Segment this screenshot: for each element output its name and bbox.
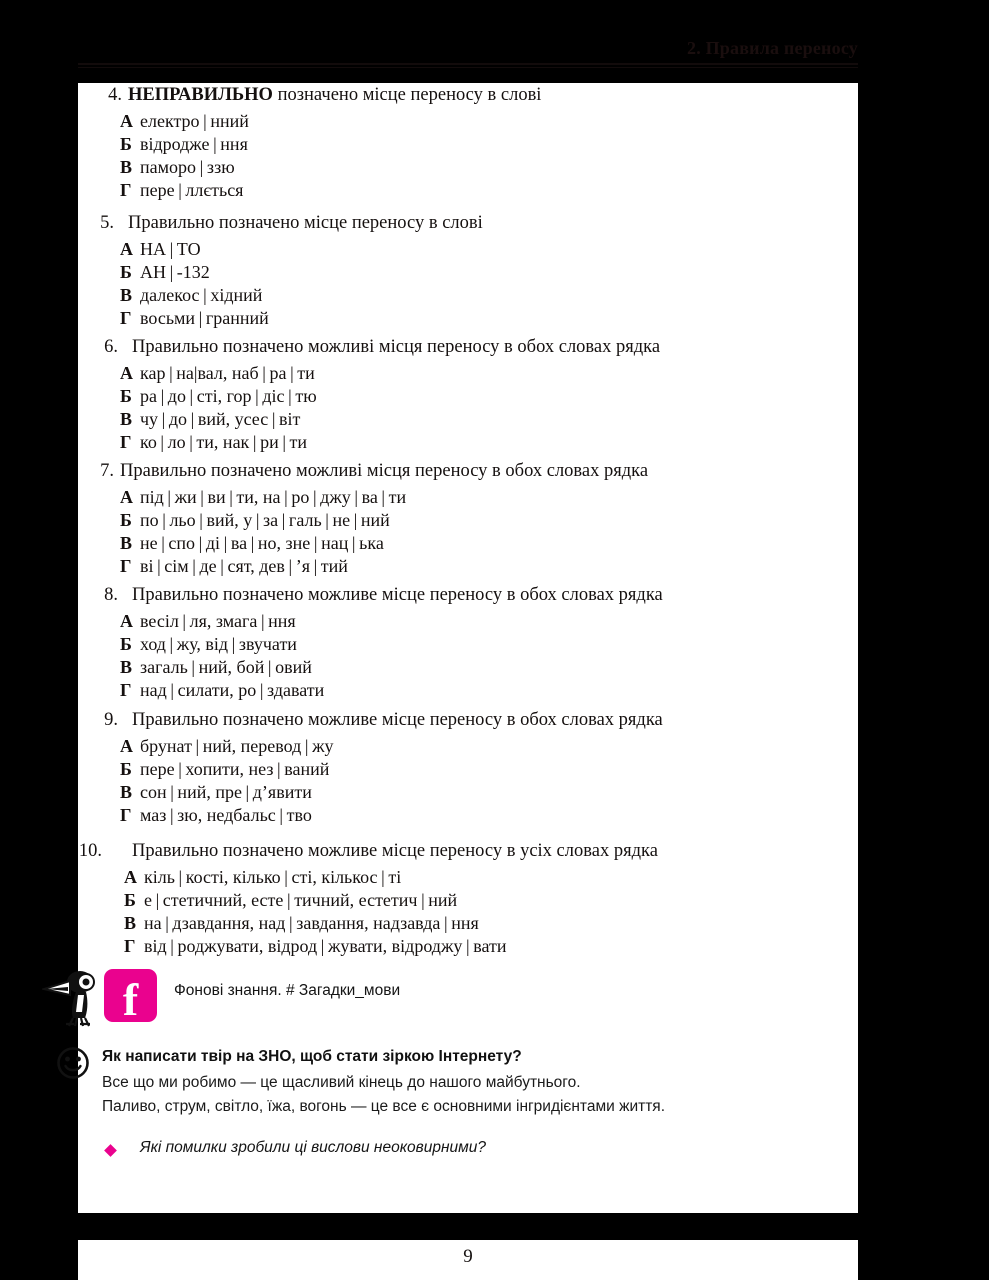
page-number: 9	[463, 1246, 473, 1267]
option-text: загаль | ний, бой | овий	[140, 657, 312, 677]
question-number: 7.	[100, 461, 114, 481]
option-text: ві | сім | де | сят, дев | ’я | тий	[140, 556, 348, 576]
smiley-icon	[56, 1046, 90, 1080]
option-text: відродже | ння	[140, 134, 248, 154]
option-row[interactable]	[78, 866, 858, 889]
option-text: кар | на|вал, наб | ра | ти	[140, 363, 315, 383]
question-number: 5.	[100, 213, 114, 233]
diamond-bullet-icon	[104, 1144, 117, 1157]
option-letter: А	[120, 611, 133, 631]
question-number: 6.	[104, 337, 118, 357]
option-list	[78, 362, 858, 454]
option-text: сон | ний, пре | д’явити	[140, 782, 312, 802]
option-letter: Г	[120, 556, 132, 576]
question-block	[78, 335, 858, 454]
footer-sheet	[78, 1240, 858, 1280]
task-block	[78, 1139, 858, 1165]
option-letter: Б	[124, 890, 136, 910]
option-text: на | дзавдання, над | завдання, надзавда | ння	[144, 913, 479, 933]
option-list	[78, 486, 858, 578]
option-text: пере | хопити, нез | ваний	[140, 759, 330, 779]
question-number: 4.	[108, 85, 122, 105]
option-list	[78, 735, 858, 827]
question-number: 10.	[78, 841, 102, 861]
option-row[interactable]	[78, 889, 858, 912]
question-stem-text: Правильно позначено можливе місце переносу в обох словах рядка	[132, 585, 663, 605]
option-letter: Г	[120, 432, 132, 452]
question-number: 8.	[104, 585, 118, 605]
question-block	[78, 459, 858, 578]
option-row[interactable]	[78, 238, 858, 261]
option-letter: А	[120, 363, 133, 383]
option-row[interactable]	[78, 385, 858, 408]
option-list	[78, 110, 858, 202]
option-row[interactable]	[78, 656, 858, 679]
option-letter: Г	[120, 680, 132, 700]
option-row[interactable]	[78, 156, 858, 179]
option-text: маз | зю, недбальс | тво	[140, 805, 312, 825]
option-text: ход | жу, від | звучати	[140, 634, 297, 654]
page-sheet	[78, 83, 858, 1213]
question-stem-emphasis: НЕПРАВИЛЬНО	[128, 85, 273, 105]
option-row[interactable]	[78, 431, 858, 454]
option-letter: Б	[120, 262, 132, 282]
facebook-icon[interactable]	[104, 969, 157, 1025]
question-block	[78, 839, 858, 958]
option-text: під | жи | ви | ти, на | ро | джу | ва | ти	[140, 487, 407, 507]
option-row[interactable]	[78, 532, 858, 555]
option-letter: В	[120, 782, 133, 802]
option-row[interactable]	[78, 912, 858, 935]
option-list	[78, 866, 858, 958]
option-text: над | силати, ро | здавати	[140, 680, 325, 700]
option-row[interactable]	[78, 486, 858, 509]
question-stem-text	[128, 85, 541, 105]
question-stem-text: Правильно позначено можливі місця переносу в обох словах рядка	[132, 337, 661, 357]
option-row[interactable]	[78, 735, 858, 758]
option-letter: Б	[120, 386, 132, 406]
question-block	[78, 583, 858, 702]
question-stem	[78, 335, 858, 360]
option-row[interactable]	[78, 408, 858, 431]
option-text: НА | ТО	[140, 239, 201, 259]
question-stem	[78, 83, 858, 108]
option-letter: Б	[120, 510, 132, 530]
option-letter: Г	[120, 180, 132, 200]
option-row[interactable]	[78, 307, 858, 330]
option-letter: А	[120, 487, 133, 507]
option-text: чу | до | вий, усес | віт	[140, 409, 301, 429]
option-row[interactable]	[78, 133, 858, 156]
option-text: далекос | хідний	[140, 285, 263, 305]
option-letter: Г	[124, 936, 136, 956]
option-text: брунат | ний, перевод | жу	[140, 736, 334, 756]
question-block	[78, 83, 858, 202]
option-text: не | спо | ді | ва | но, зне | нац | ька	[140, 533, 384, 553]
social-label: Фонові знання. # Загадки_мови	[174, 982, 401, 999]
option-row[interactable]	[78, 633, 858, 656]
option-text: паморо | ззю	[140, 157, 235, 177]
option-row[interactable]	[78, 804, 858, 827]
question-stem	[78, 459, 858, 484]
question-stem-text: Правильно позначено можливе місце переносу в усіх словах рядка	[132, 841, 658, 861]
option-text: пере | ллється	[140, 180, 244, 200]
option-text: електро | нний	[140, 111, 249, 131]
question-block	[78, 211, 858, 330]
option-row[interactable]	[78, 509, 858, 532]
option-text: ко | ло | ти, нак | ри | ти	[140, 432, 308, 452]
question-stem-text: Правильно позначено місце переносу в слові	[128, 213, 483, 233]
option-row[interactable]	[78, 935, 858, 958]
question-stem-tail: позначено місце переносу в слові	[272, 85, 542, 105]
option-letter: Г	[120, 308, 132, 328]
callout-line-2: Паливо, струм, світло, їжа, вогонь — це все є основними інгридієнтами життя.	[102, 1098, 665, 1115]
option-row[interactable]	[78, 679, 858, 702]
option-text: кіль | кості, кілько | сті, кількос | ті	[144, 867, 402, 887]
option-text: весіл | ля, змага | ння	[140, 611, 296, 631]
question-stem	[78, 211, 858, 236]
task-text: Які помилки зробили ці вислови неоковирними?	[140, 1139, 486, 1156]
option-list	[78, 238, 858, 330]
option-letter: В	[124, 913, 137, 933]
question-number: 9.	[104, 710, 118, 730]
option-text: е | стетичний, есте | тичний, естетич | ний	[144, 890, 458, 910]
option-letter: Б	[120, 134, 132, 154]
option-row[interactable]	[78, 781, 858, 804]
option-row[interactable]	[78, 261, 858, 284]
option-row[interactable]	[78, 555, 858, 578]
option-row[interactable]	[78, 758, 858, 781]
question-block	[78, 708, 858, 827]
option-row[interactable]	[78, 362, 858, 385]
facebook-f-glyph: f	[122, 974, 139, 1025]
option-row[interactable]	[78, 284, 858, 307]
option-letter: А	[120, 111, 133, 131]
option-letter: Б	[120, 634, 132, 654]
option-letter: А	[120, 239, 133, 259]
option-text: ра | до | сті, гор | діс | тю	[140, 386, 317, 406]
option-letter: В	[120, 157, 133, 177]
option-letter: В	[120, 533, 133, 553]
callout-line-1: Все що ми робимо — це щасливий кінець до нашого майбутнього.	[102, 1074, 581, 1091]
crow-mascot-icon	[42, 968, 104, 1028]
callout-title: Як написати твір на ЗНО, щоб стати зіркою Інтернету?	[102, 1048, 522, 1065]
question-stem-text: Правильно позначено можливі місця переносу в обох словах рядка	[120, 461, 649, 481]
question-stem-text: Правильно позначено можливе місце переносу в обох словах рядка	[132, 710, 663, 730]
social-strip	[78, 968, 858, 1028]
question-stem	[78, 839, 858, 864]
option-letter: А	[124, 867, 137, 887]
option-letter: В	[120, 285, 133, 305]
option-text: восьми | гранний	[140, 308, 269, 328]
option-row[interactable]	[78, 179, 858, 202]
option-row[interactable]	[78, 110, 858, 133]
option-text: АН | -132	[140, 262, 210, 282]
option-letter: Г	[120, 805, 132, 825]
option-letter: А	[120, 736, 133, 756]
option-text: по | льо | вий, у | за | галь | не | ний	[140, 510, 390, 530]
option-row[interactable]	[78, 610, 858, 633]
running-head: 2. Правила переносу	[687, 38, 858, 58]
running-head-rule	[78, 63, 858, 68]
question-stem	[78, 583, 858, 608]
option-list	[78, 610, 858, 702]
question-stem	[78, 708, 858, 733]
option-letter: Б	[120, 759, 132, 779]
option-text: від | роджувати, відрод | жувати, відроджу | вати	[144, 936, 507, 956]
option-letter: В	[120, 409, 133, 429]
option-letter: В	[120, 657, 133, 677]
